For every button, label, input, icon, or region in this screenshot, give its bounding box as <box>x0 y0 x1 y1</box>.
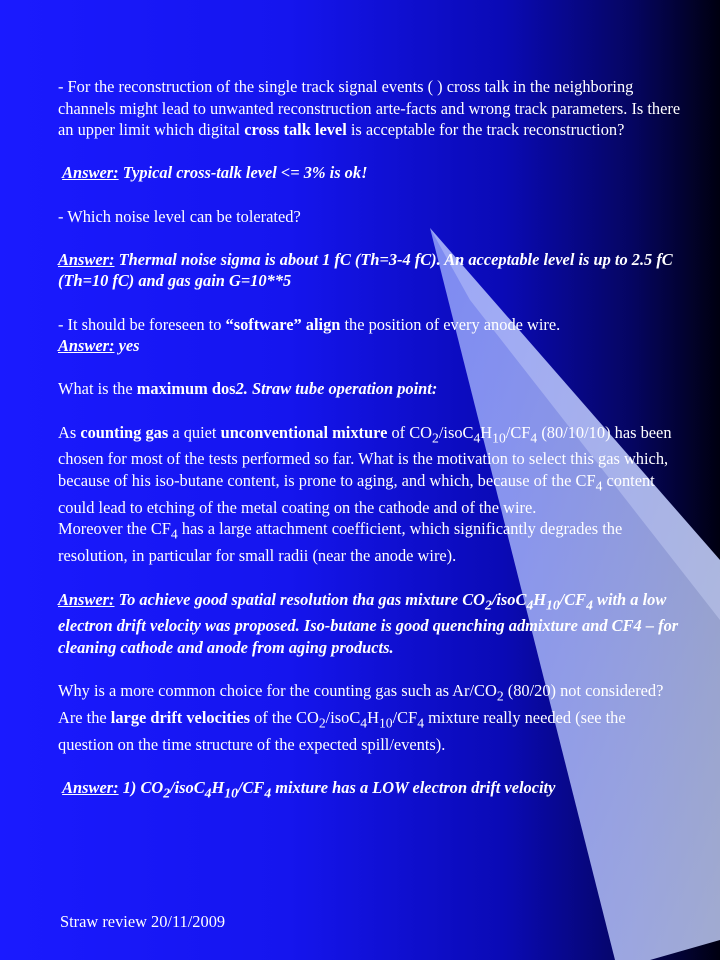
question-alignment: - It should be foreseen to “software” align the position of every anode wire. <box>58 314 561 334</box>
question-noise: - Which noise level can be tolerated? <box>58 206 301 226</box>
answer-alignment: Answer: yes <box>58 336 140 356</box>
question-counting-gas: As counting gas a quiet unconventional mixture of $CO_2/isoC_4H_{10}/CF_4$ (80/10/10) has been chosen for most of the tests performed so far. What is the motivation to select this gas which, because of his iso-butane content, is prone to aging, and which, because of the $CF_4$ content could lead to etching of the metal coating on the cathode and of the wire. <box>58 422 672 517</box>
question-crosstalk: - For the reconstruction of the single track signal events ( ) cross talk in the neighboring channels might lead to unwanted reconstruction arte-facts and wrong track parameters. Is there an upper limit which digital cross talk level is acceptable for the track reconstruction? <box>58 77 681 140</box>
answer-crosstalk: Answer: Typical cross-talk level <= 3% is ok! <box>62 163 368 183</box>
slide-body <box>58 76 682 804</box>
question-max-dose: What is the maximum dos2. Straw tube operation point: <box>58 379 438 399</box>
question-ar-co2: Why is a more common choice for the counting gas such as $Ar/CO_2$ (80/20) not considered? Are the large drift velocities of the $CO_2/isoC_4H_{10}/CF_4$ mixture really needed (see the question on the time structure of the expected spill/events). <box>58 681 664 754</box>
slide-footer: Straw review 20/11/2009 <box>60 912 226 931</box>
answer-drift-velocity: Answer: 1) $CO_2/isoC_4H_{10}/CF_4$ mixture has a LOW electron drift velocity <box>62 778 556 801</box>
answer-noise: Answer: Thermal noise sigma is about 1 fC (Th=3-4 fC). An acceptable level is up to 2.5 fC (Th=10 fC) and gas gain G=10**5 <box>58 249 673 291</box>
question-cf4-attachment: Moreover the $CF_4$ has a large attachment coefficient, which significantly degrades the resolution, in particular for small radii (near the anode wire). <box>58 519 623 566</box>
answer-gas-mixture: Answer: To achieve good spatial resolution tha gas mixture $CO_2/isoC_4H_{10}/CF_4$ with a low electron drift velocity was proposed. Iso-butane is good quenching admixture and CF4 – for cleaning cathode and anode from aging products. <box>58 589 679 657</box>
